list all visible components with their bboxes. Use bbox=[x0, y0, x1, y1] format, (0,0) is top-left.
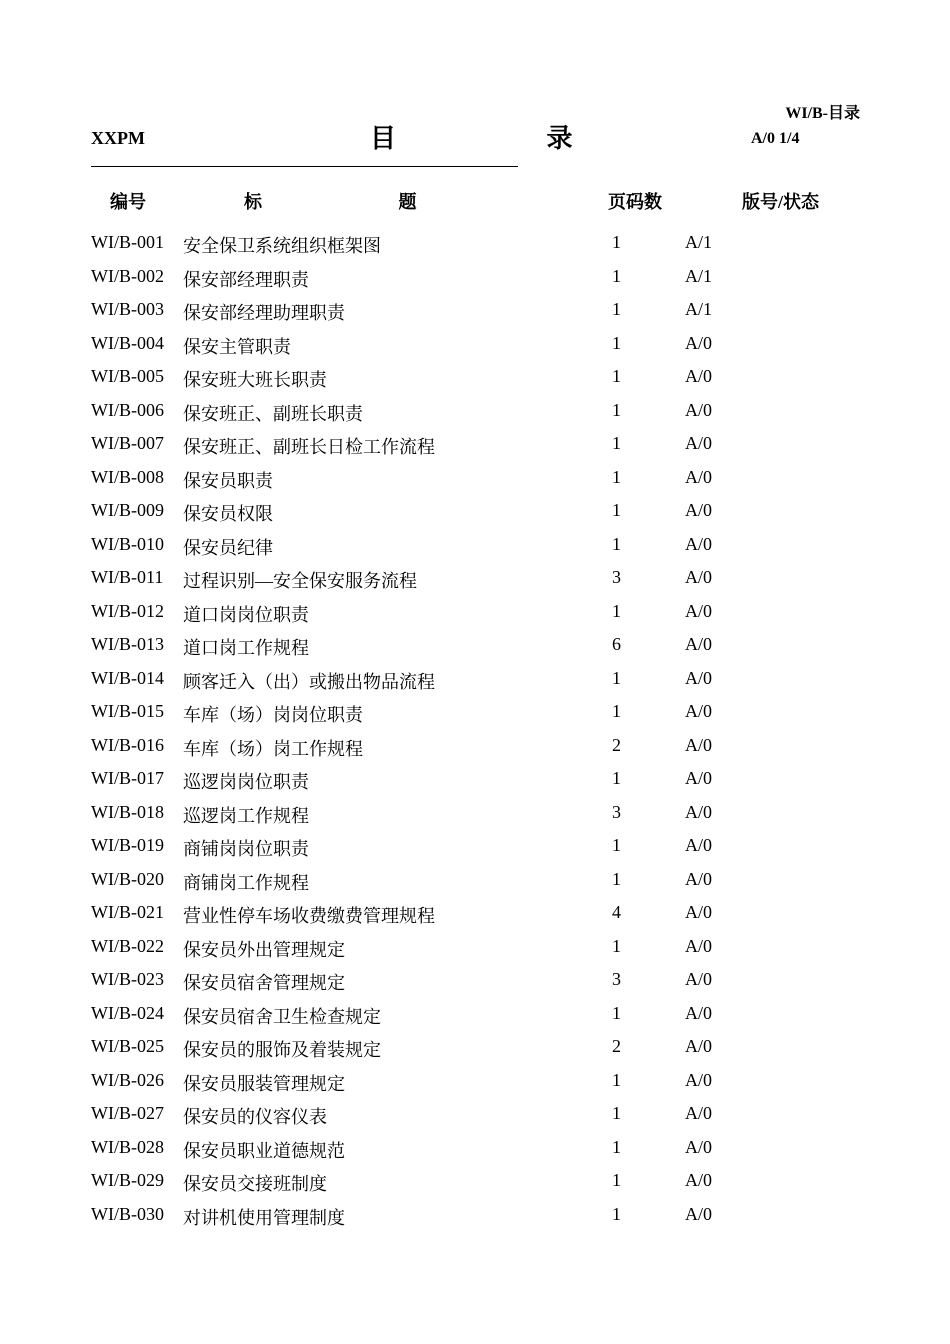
table-row bbox=[0, 1198, 950, 1232]
row-page-count: 1 bbox=[612, 835, 621, 855]
table-row bbox=[0, 528, 950, 562]
version-page-info: A/0 1/4 bbox=[751, 130, 800, 147]
row-title: 顾客迁入（出）或搬出物品流程 bbox=[183, 671, 435, 692]
table-row bbox=[0, 963, 950, 997]
column-header-pages: 页码数 bbox=[608, 192, 662, 212]
row-page-count: 1 bbox=[612, 768, 621, 788]
row-version: A/0 bbox=[685, 366, 712, 386]
row-version: A/0 bbox=[685, 1036, 712, 1056]
row-code: WI/B-012 bbox=[91, 600, 164, 621]
row-title: 保安部经理助理职责 bbox=[183, 303, 345, 323]
row-page-count: 1 bbox=[612, 600, 621, 621]
row-page-count: 1 bbox=[612, 1203, 621, 1224]
row-page-count: 1 bbox=[612, 1136, 621, 1157]
row-page-count: 1 bbox=[612, 1103, 621, 1123]
row-page-count: 1 bbox=[612, 433, 621, 453]
row-title: 保安班正、副班长职责 bbox=[183, 403, 363, 424]
table-row bbox=[0, 427, 950, 461]
row-title: 巡逻岗工作规程 bbox=[183, 805, 309, 826]
table-row bbox=[0, 561, 950, 595]
row-version: A/0 bbox=[685, 935, 712, 956]
row-page-count: 2 bbox=[612, 734, 621, 755]
row-code: WI/B-014 bbox=[91, 667, 164, 688]
row-version: A/0 bbox=[685, 768, 712, 788]
row-page-count: 1 bbox=[612, 1069, 621, 1090]
table-row bbox=[0, 1164, 950, 1198]
row-page-count: 1 bbox=[612, 332, 621, 353]
table-row bbox=[0, 762, 950, 796]
row-title: 对讲机使用管理制度 bbox=[183, 1207, 345, 1228]
row-code: WI/B-029 bbox=[91, 1170, 164, 1190]
row-page-count: 1 bbox=[612, 1002, 621, 1023]
row-version: A/0 bbox=[685, 500, 712, 520]
row-page-count: 1 bbox=[612, 701, 621, 721]
row-version: A/0 bbox=[685, 1069, 712, 1090]
table-row bbox=[0, 863, 950, 897]
row-version: A/0 bbox=[685, 433, 712, 453]
row-title: 保安员职业道德规范 bbox=[183, 1140, 345, 1161]
table-row bbox=[0, 695, 950, 729]
table-row bbox=[0, 394, 950, 428]
row-version: A/0 bbox=[685, 634, 712, 654]
row-code: WI/B-028 bbox=[91, 1136, 164, 1157]
row-version: A/0 bbox=[685, 466, 712, 487]
row-version: A/0 bbox=[685, 600, 712, 621]
row-page-count: 4 bbox=[612, 902, 621, 922]
row-title: 车库（场）岗工作规程 bbox=[183, 738, 363, 759]
row-page-count: 1 bbox=[612, 466, 621, 487]
row-code: WI/B-001 bbox=[91, 232, 164, 252]
row-page-count: 1 bbox=[612, 935, 621, 956]
row-title: 巡逻岗岗位职责 bbox=[183, 772, 309, 792]
row-version: A/0 bbox=[685, 734, 712, 755]
table-row bbox=[0, 226, 950, 260]
row-code: WI/B-020 bbox=[91, 868, 164, 889]
row-code: WI/B-002 bbox=[91, 265, 164, 286]
row-version: A/0 bbox=[685, 1136, 712, 1157]
column-header-version: 版号/状态 bbox=[742, 192, 820, 212]
table-row bbox=[0, 628, 950, 662]
row-title: 车库（场）岗岗位职责 bbox=[183, 705, 363, 725]
table-row bbox=[0, 796, 950, 830]
table-row bbox=[0, 997, 950, 1031]
document-code: WI/B-目录 bbox=[785, 105, 860, 122]
row-code: WI/B-016 bbox=[91, 734, 164, 755]
row-page-count: 3 bbox=[612, 969, 621, 989]
row-title: 保安员服装管理规定 bbox=[183, 1073, 345, 1094]
row-page-count: 1 bbox=[612, 500, 621, 520]
row-page-count: 1 bbox=[612, 868, 621, 889]
row-title: 保安员职责 bbox=[183, 470, 273, 491]
table-row bbox=[0, 595, 950, 629]
row-page-count: 1 bbox=[612, 667, 621, 688]
row-code: WI/B-018 bbox=[91, 801, 164, 822]
row-code: WI/B-007 bbox=[91, 433, 164, 453]
title-underline bbox=[91, 166, 518, 167]
row-title: 保安员外出管理规定 bbox=[183, 939, 345, 960]
row-version: A/0 bbox=[685, 969, 712, 989]
table-row bbox=[0, 1131, 950, 1165]
table-row bbox=[0, 1030, 950, 1064]
row-version: A/0 bbox=[685, 1103, 712, 1123]
row-code: WI/B-026 bbox=[91, 1069, 164, 1090]
row-title: 保安班大班长职责 bbox=[183, 370, 327, 390]
row-version: A/1 bbox=[685, 232, 712, 252]
row-page-count: 1 bbox=[612, 265, 621, 286]
row-code: WI/B-030 bbox=[91, 1203, 164, 1224]
row-page-count: 1 bbox=[612, 232, 621, 252]
row-code: WI/B-003 bbox=[91, 299, 164, 319]
row-version: A/0 bbox=[685, 1170, 712, 1190]
row-title: 保安员交接班制度 bbox=[183, 1174, 327, 1194]
row-title: 商铺岗岗位职责 bbox=[183, 839, 309, 859]
table-row bbox=[0, 293, 950, 327]
row-title: 道口岗岗位职责 bbox=[183, 604, 309, 625]
row-title: 保安员的仪容仪表 bbox=[183, 1107, 327, 1127]
row-page-count: 1 bbox=[612, 1170, 621, 1190]
row-version: A/0 bbox=[685, 902, 712, 922]
row-version: A/0 bbox=[685, 533, 712, 554]
table-row bbox=[0, 930, 950, 964]
row-code: WI/B-010 bbox=[91, 533, 164, 554]
row-version: A/0 bbox=[685, 567, 712, 587]
row-version: A/1 bbox=[685, 299, 712, 319]
table-row bbox=[0, 1097, 950, 1131]
row-version: A/0 bbox=[685, 1203, 712, 1224]
row-code: WI/B-006 bbox=[91, 399, 164, 420]
row-title: 营业性停车场收费缴费管理规程 bbox=[183, 906, 435, 926]
row-code: WI/B-021 bbox=[91, 902, 164, 922]
table-row bbox=[0, 662, 950, 696]
row-page-count: 1 bbox=[612, 299, 621, 319]
row-page-count: 3 bbox=[612, 567, 621, 587]
row-title: 保安员权限 bbox=[183, 504, 273, 524]
row-page-count: 1 bbox=[612, 533, 621, 554]
page-title: 目 录 bbox=[370, 124, 645, 153]
toc-list bbox=[0, 226, 950, 1231]
row-code: WI/B-022 bbox=[91, 935, 164, 956]
table-row bbox=[0, 829, 950, 863]
row-page-count: 1 bbox=[612, 366, 621, 386]
table-row bbox=[0, 327, 950, 361]
table-row bbox=[0, 360, 950, 394]
row-version: A/0 bbox=[685, 399, 712, 420]
row-title: 道口岗工作规程 bbox=[183, 638, 309, 658]
row-code: WI/B-013 bbox=[91, 634, 164, 654]
row-code: WI/B-024 bbox=[91, 1002, 164, 1023]
row-code: WI/B-005 bbox=[91, 366, 164, 386]
row-code: WI/B-023 bbox=[91, 969, 164, 989]
row-title: 保安员的服饰及着装规定 bbox=[183, 1040, 381, 1060]
row-page-count: 1 bbox=[612, 399, 621, 420]
row-version: A/0 bbox=[685, 1002, 712, 1023]
row-code: WI/B-009 bbox=[91, 500, 164, 520]
row-code: WI/B-027 bbox=[91, 1103, 164, 1123]
table-row bbox=[0, 729, 950, 763]
row-version: A/0 bbox=[685, 332, 712, 353]
row-title: 保安员宿舍卫生检查规定 bbox=[183, 1006, 381, 1027]
row-title: 商铺岗工作规程 bbox=[183, 872, 309, 893]
row-code: WI/B-015 bbox=[91, 701, 164, 721]
table-row bbox=[0, 494, 950, 528]
row-title: 保安主管职责 bbox=[183, 336, 291, 357]
company-name: XXPM bbox=[91, 128, 145, 148]
row-version: A/0 bbox=[685, 801, 712, 822]
row-title: 安全保卫系统组织框架图 bbox=[183, 236, 381, 256]
row-code: WI/B-025 bbox=[91, 1036, 164, 1056]
column-header-code: 编号 bbox=[110, 192, 146, 212]
table-row bbox=[0, 896, 950, 930]
row-code: WI/B-011 bbox=[91, 567, 164, 587]
row-version: A/0 bbox=[685, 835, 712, 855]
table-row bbox=[0, 1064, 950, 1098]
row-page-count: 2 bbox=[612, 1036, 621, 1056]
row-code: WI/B-008 bbox=[91, 466, 164, 487]
row-code: WI/B-019 bbox=[91, 835, 164, 855]
row-title: 保安班正、副班长日检工作流程 bbox=[183, 437, 435, 457]
row-title: 保安部经理职责 bbox=[183, 269, 309, 290]
column-header-title: 标 题 bbox=[244, 192, 483, 212]
row-version: A/0 bbox=[685, 868, 712, 889]
row-page-count: 6 bbox=[612, 634, 621, 654]
row-version: A/1 bbox=[685, 265, 712, 286]
row-code: WI/B-017 bbox=[91, 768, 164, 788]
table-row bbox=[0, 461, 950, 495]
row-version: A/0 bbox=[685, 701, 712, 721]
row-code: WI/B-004 bbox=[91, 332, 164, 353]
row-page-count: 3 bbox=[612, 801, 621, 822]
row-title: 过程识别—安全保安服务流程 bbox=[183, 571, 417, 591]
row-version: A/0 bbox=[685, 667, 712, 688]
table-row bbox=[0, 260, 950, 294]
row-title: 保安员宿舍管理规定 bbox=[183, 973, 345, 993]
row-title: 保安员纪律 bbox=[183, 537, 273, 558]
